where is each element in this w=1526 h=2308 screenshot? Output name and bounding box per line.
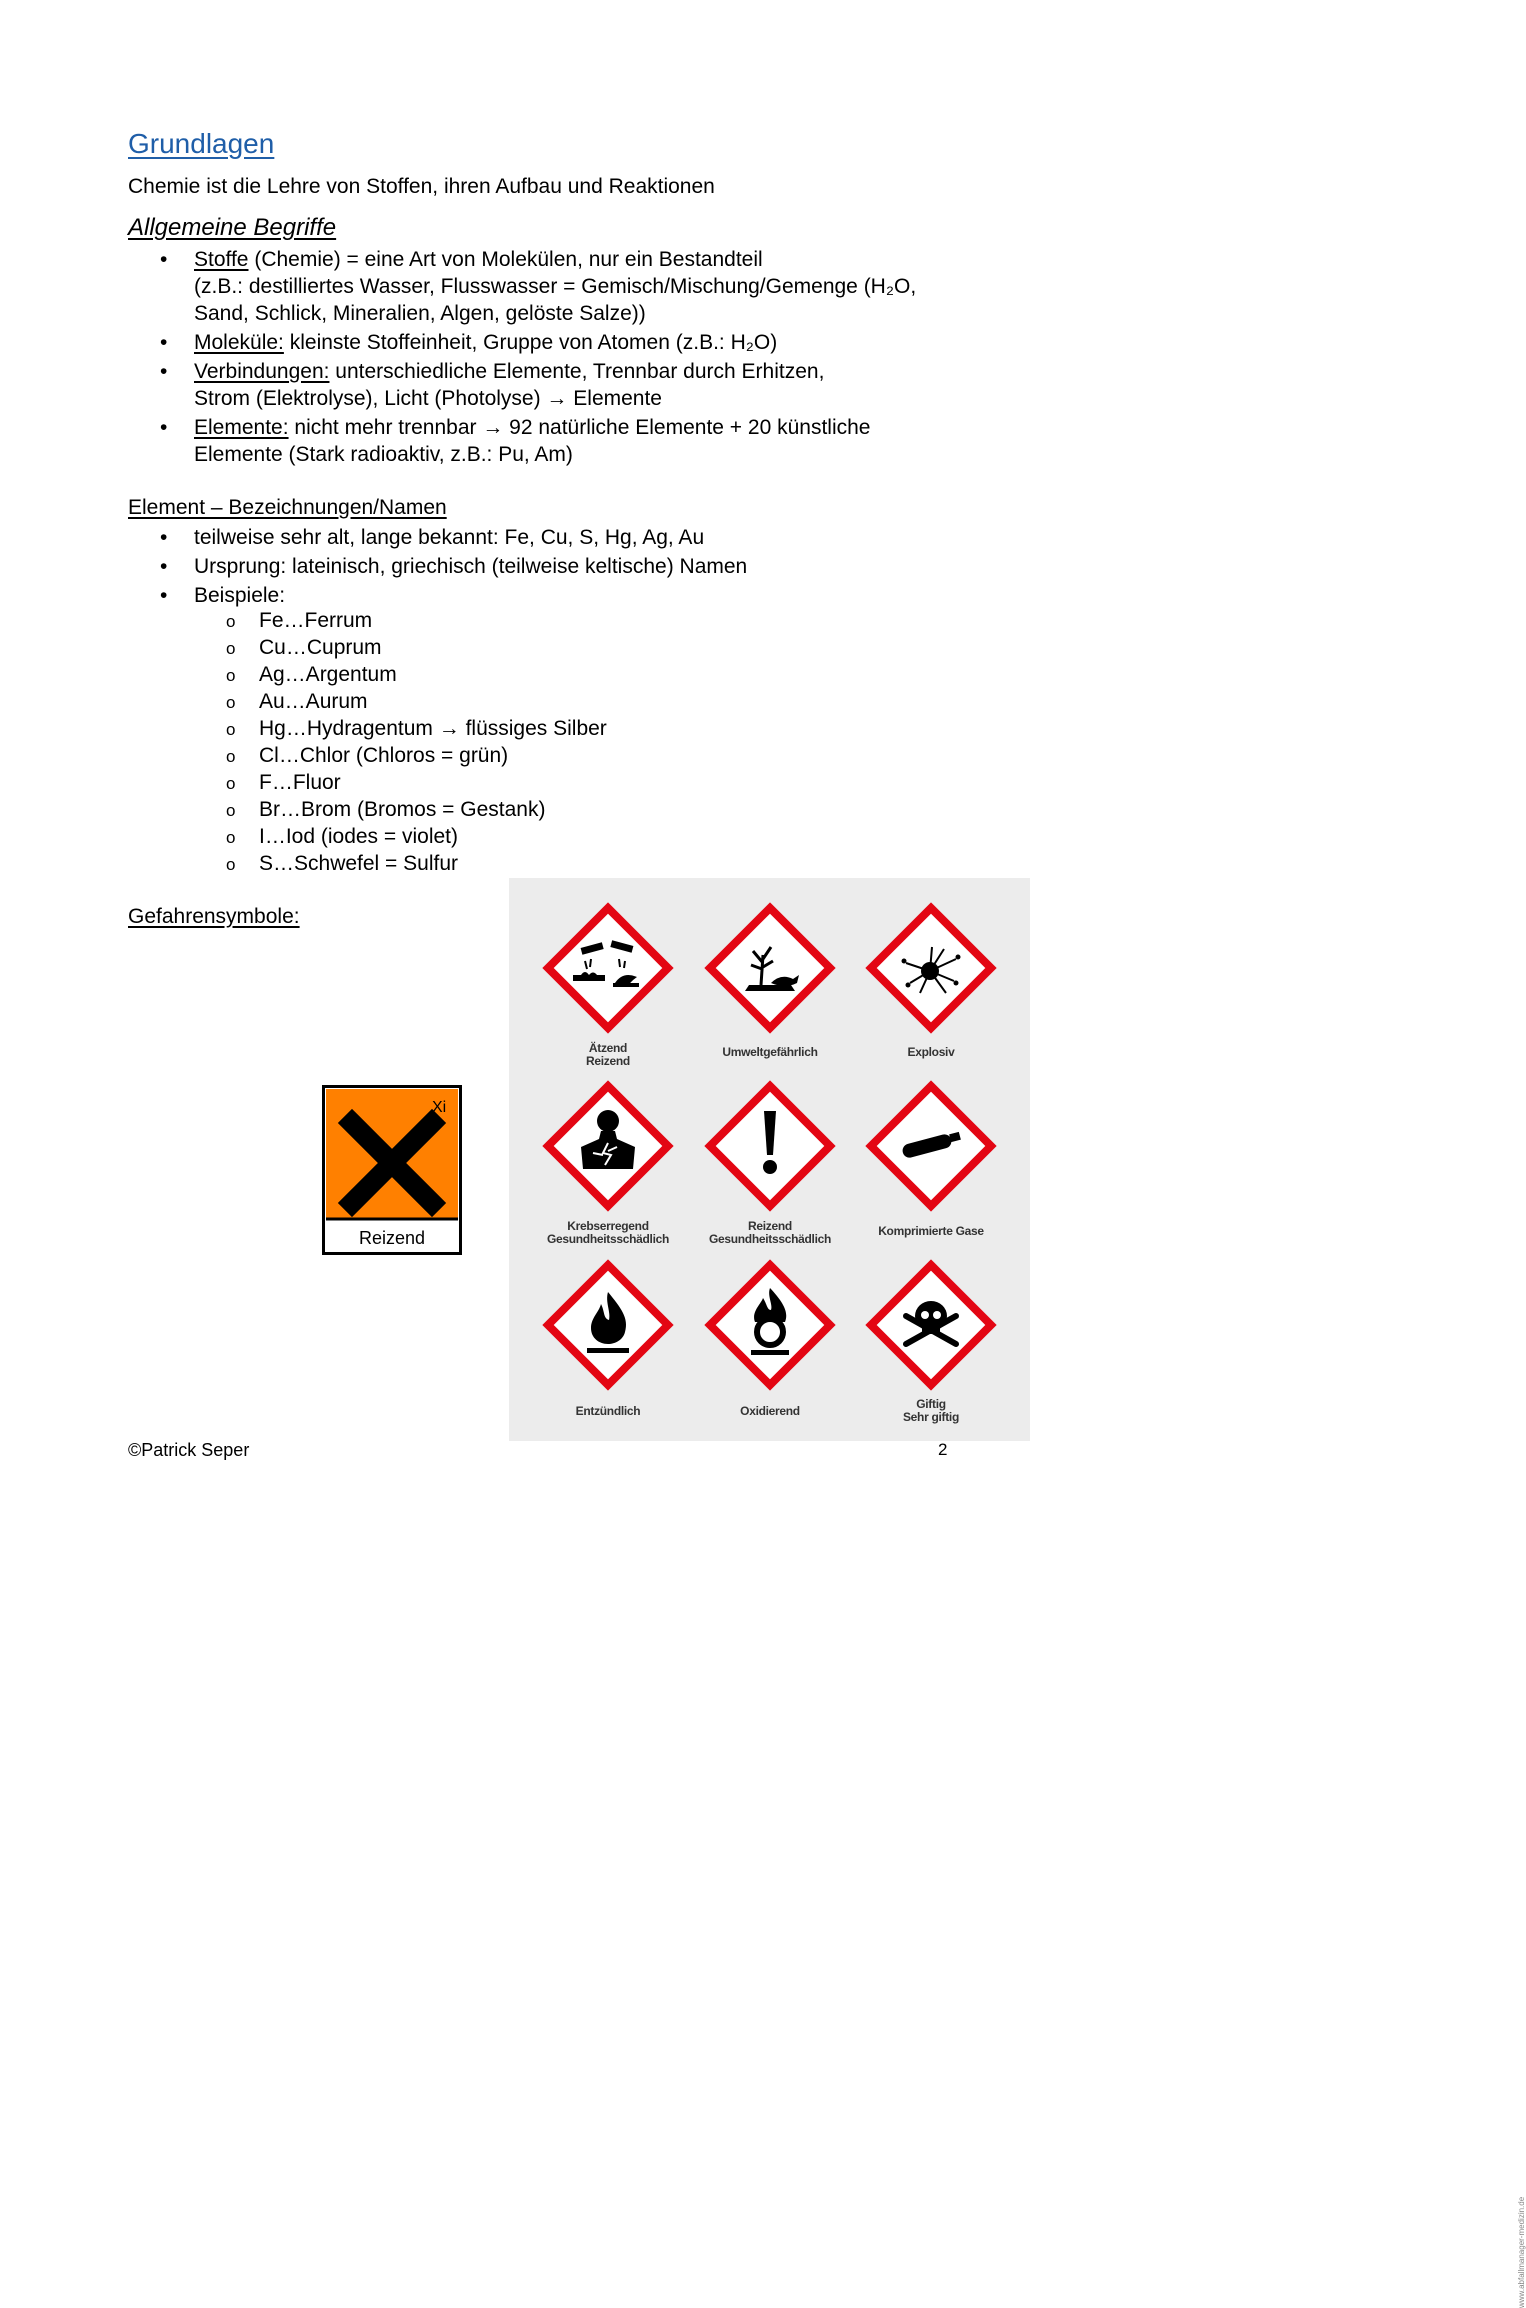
- page-number: 2: [938, 1440, 948, 1459]
- pictogram-caption: Komprimierte Gase: [878, 1224, 984, 1238]
- pictogram-caption: Krebserregend Gesundheitsschädlich: [546, 1219, 670, 1246]
- ghs-pictogram-panel: [509, 878, 1526, 2308]
- list-item: o Cu…Cuprum: [226, 634, 607, 661]
- xi-hazard-symbol: [322, 1085, 462, 1255]
- list-item: o S…Schwefel = Sulfur: [226, 850, 607, 877]
- term-label: Verbindungen:: [194, 360, 330, 383]
- skull-icon: [866, 1260, 996, 1390]
- names-list: [160, 523, 747, 610]
- list-item: o I…Iod (iodes = violet): [226, 823, 607, 850]
- list-item: o Fe…Ferrum: [226, 607, 607, 634]
- page-title: Grundlagen: [128, 128, 275, 159]
- list-item: • Verbindungen: unterschiedliche Elemente, Trennbar durch Erhitzen, Strom (Elektrolyse), Licht (Photolyse) → Elemente: [160, 358, 916, 412]
- pictogram-caption: Reizend Gesundheitsschädlich: [708, 1219, 832, 1246]
- list-item: o Cl…Chlor (Chloros = grün): [226, 742, 607, 769]
- list-item: • Ursprung: lateinisch, griechisch (teilweise keltische) Namen: [160, 552, 747, 581]
- corrosive-icon: [543, 903, 673, 1033]
- xi-code: Xi: [432, 1099, 447, 1116]
- oxidizing-icon: [705, 1260, 835, 1390]
- pictogram-caption: Entzündlich: [575, 1404, 641, 1418]
- pictogram-caption: Giftig Sehr giftig: [902, 1397, 960, 1424]
- xi-label: Reizend: [358, 1228, 426, 1248]
- list-item: • Stoffe (Chemie) = eine Art von Molekülen, nur ein Bestandteil (z.B.: destilliertes Wasser, Flusswasser = Gemisch/Mischung/Gemenge (H₂O, Sand, Schlick, Mineralien, Algen, gelöste Salze)): [160, 246, 916, 327]
- intro-text: Chemie ist die Lehre von Stoffen, ihren Aufbau und Reaktionen: [128, 175, 715, 198]
- list-item: o F…Fluor: [226, 769, 607, 796]
- term-label: Moleküle:: [194, 331, 284, 354]
- pictogram-caption: Ätzend Reizend: [586, 1041, 630, 1068]
- environment-icon: [705, 903, 835, 1033]
- list-item: • Beispiele:: [160, 581, 747, 610]
- list-item: • teilweise sehr alt, lange bekannt: Fe, Cu, S, Hg, Ag, Au: [160, 523, 747, 552]
- list-item: o Ag…Argentum: [226, 661, 607, 688]
- list-item: o Hg…Hydragentum → flüssiges Silber: [226, 715, 607, 742]
- watermark-text: www.abfallmanager-medizin.de: [1517, 2196, 1526, 2308]
- irritant-x-icon: [322, 1085, 462, 1255]
- pictogram-caption: Explosiv: [907, 1045, 955, 1059]
- examples-list: [226, 607, 607, 877]
- list-item: • Elemente: nicht mehr trennbar → 92 natürliche Elemente + 20 künstliche Elemente (Stark radioaktiv, z.B.: Pu, Am): [160, 414, 916, 468]
- explosive-icon: [866, 903, 996, 1033]
- section-heading-terms: Allgemeine Begriffe: [128, 214, 337, 241]
- terms-list: [160, 246, 916, 468]
- list-item: o Br…Brom (Bromos = Gestank): [226, 796, 607, 823]
- pictogram-caption: Oxidierend: [740, 1404, 800, 1418]
- list-item: • Moleküle: kleinste Stoffeinheit, Gruppe von Atomen (z.B.: H₂O): [160, 329, 916, 356]
- footer-author: ©Patrick Seper: [128, 1440, 250, 1460]
- term-label: Elemente:: [194, 416, 289, 439]
- section-heading-names: Element – Bezeichnungen/Namen: [128, 496, 447, 519]
- pictogram-caption: Umweltgefährlich: [722, 1045, 818, 1059]
- exclamation-icon: [705, 1081, 835, 1211]
- section-heading-hazards: Gefahrensymbole:: [128, 905, 300, 928]
- list-item: o Au…Aurum: [226, 688, 607, 715]
- gas-cylinder-icon: [866, 1081, 996, 1211]
- health-hazard-icon: [543, 1081, 673, 1211]
- term-label: Stoffe: [194, 248, 249, 271]
- flame-icon: [543, 1260, 673, 1390]
